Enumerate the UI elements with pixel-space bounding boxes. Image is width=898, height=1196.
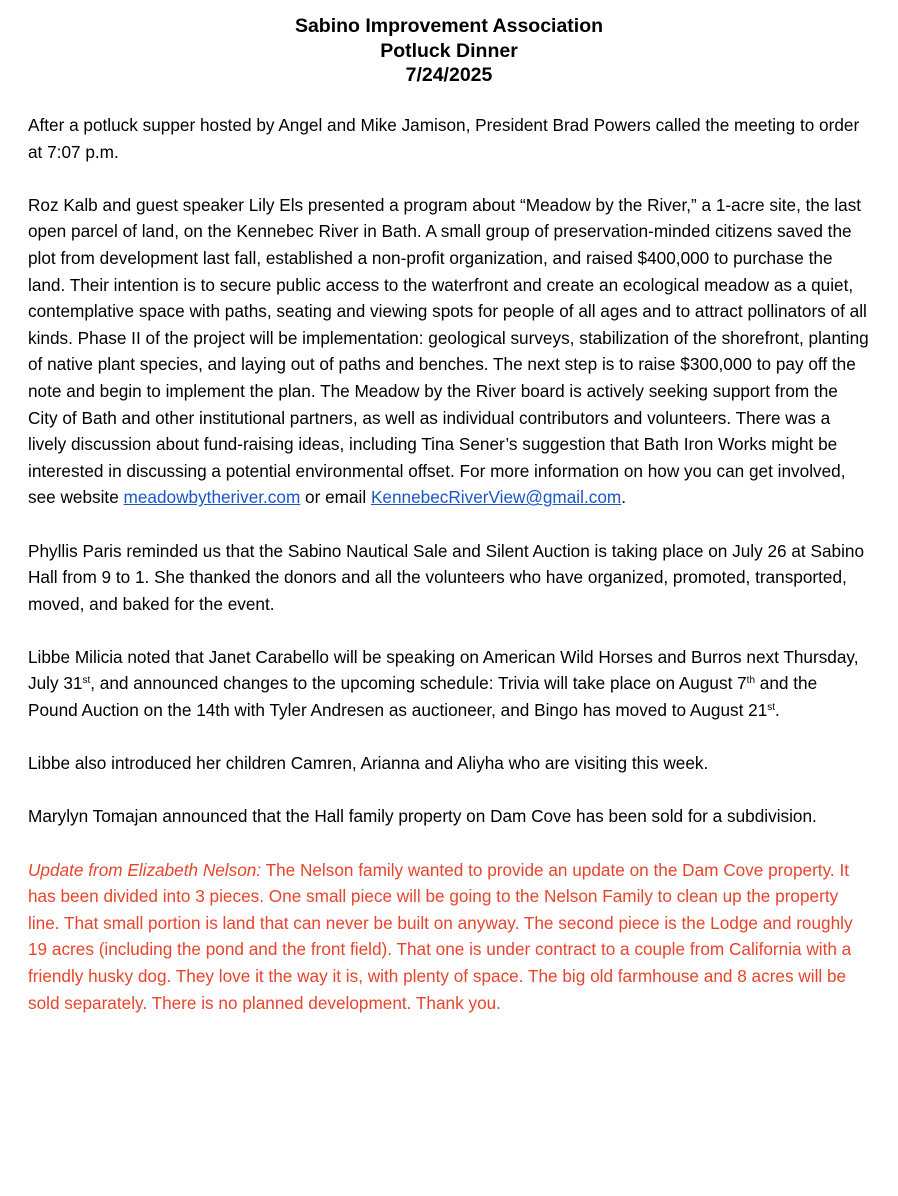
organization-title: Sabino Improvement Association (294, 15, 604, 37)
event-date: 7/24/2025 (405, 64, 493, 86)
minutes-body (28, 112, 870, 1043)
paragraph-children: Libbe also introduced her children Camren, Arianna and Aliyha who are visiting this week. (28, 753, 709, 774)
update-label: Update from Elizabeth Nelson: (28, 859, 262, 880)
paragraph-meadow-program (28, 192, 870, 511)
meadow-period: . (621, 487, 626, 508)
meadow-email-link[interactable]: KennebecRiverView@gmail.com (370, 487, 622, 508)
ordinal-suffix: st (82, 675, 91, 687)
ordinal-suffix: th (746, 675, 756, 687)
paragraph-nelson-update (28, 857, 870, 1017)
schedule-text-d: . (775, 700, 780, 721)
schedule-text-c: and the Pound Auction on the 14th with Tyler Andresen as auctioneer, and Bingo has moved to August 21 (28, 673, 818, 721)
paragraph-nautical-sale: Phyllis Paris reminded us that the Sabino Nautical Sale and Silent Auction is taking place on July 26 at Sabino Hall from 9 to 1. She thanked the donors and all the volunteers who have organized, promoted, transported, moved, and baked for the event. (28, 540, 865, 614)
document-header (0, 14, 898, 88)
paragraph-hall-property: Marylyn Tomajan announced that the Hall family property on Dam Cove has been sold for a subdivision. (28, 806, 817, 827)
meadow-program-text: Roz Kalb and guest speaker Lily Els presented a program about “Meadow by the River,” a 1-acre site, the last open parcel of land, on the Kennebec River in Bath. A small group of preservation-minded citizens saved the plot from development last fall, established a non-profit organization, and raised $400,000 to purchase the land. Their intention is to secure public access to the waterfront and create an ecological meadow as a quiet, contemplative space with paths, seating and viewing spots for people of all ages and to attract pollinators of all kinds. Phase II of the project will be implementation: geological surveys, stabilization of the shorefront, planting of native plant species, and laying out of paths and benches. The next step is to raise $300,000 to pay off the note and begin to implement the plan. The Meadow by the River board is actively seeking support from the City of Bath and other institutional partners, as well as individual contributors and volunteers. There was a lively discussion about fund-raising ideas, including Tina Sener’s suggestion that Bath Iron Works might be interested in discussing a potential environmental offset. For more information on how you can get involved, see website (28, 194, 869, 508)
paragraph-schedule (28, 644, 870, 724)
paragraph-call-to-order: After a potluck supper hosted by Angel and Mike Jamison, President Brad Powers called the meeting to order at 7:07 p.m. (28, 115, 860, 162)
schedule-text-b: , and announced changes to the upcoming schedule: Trivia will take place on August 7 (90, 673, 747, 694)
event-title: Potluck Dinner (380, 39, 518, 62)
schedule-text-a: Libbe Milicia noted that Janet Carabello will be speaking on American Wild Horses and Burros next Thursday, July 31 (28, 646, 859, 694)
meadow-or-email-text: or email (300, 487, 371, 508)
update-text: The Nelson family wanted to provide an update on the Dam Cove property. It has been divided into 3 pieces. One small piece will be going to the Nelson Family to clean up the property line. That small portion is land that can never be built on anyway. The second piece is the Lodge and roughly 19 acres (including the pond and the front field). That one is under contract to a couple from California with a friendly husky dog. They love it the way it is, with plenty of space. The big old farmhouse and 8 acres will be sold separately. There is no planned development. Thank you. (28, 859, 853, 1013)
ordinal-suffix: st (767, 702, 776, 714)
meadow-website-link[interactable]: meadowbytheriver.com (123, 487, 301, 508)
